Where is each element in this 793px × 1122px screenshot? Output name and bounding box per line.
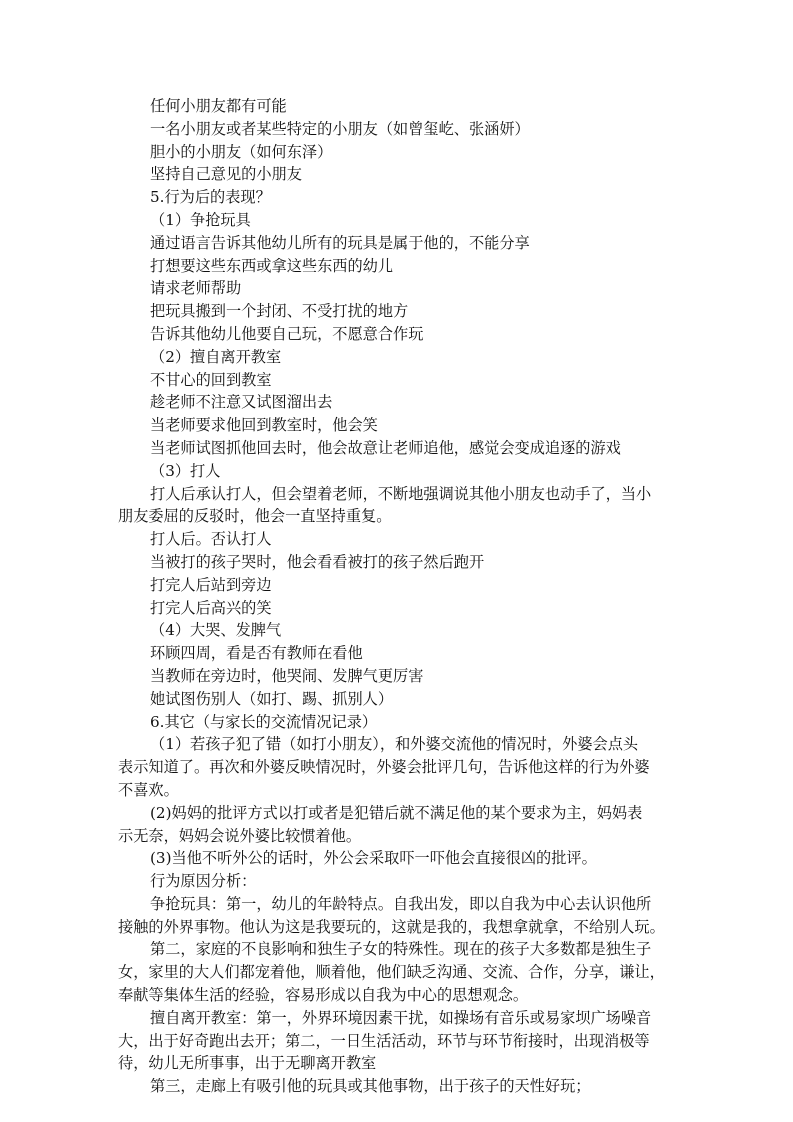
text-line: 她试图伤别人（如打、踢、抓别人） xyxy=(150,689,393,708)
text-line: 把玩具搬到一个封闭、不受打扰的地方 xyxy=(150,302,409,321)
text-line: 打人后。否认打人 xyxy=(150,530,272,549)
text-line: 第二，家庭的不良影响和独生子女的特殊性。现在的孩子大多数都是独生子 xyxy=(150,940,652,959)
text-line: 朋友委屈的反驳时，他会一直坚持重复。 xyxy=(118,507,392,526)
text-line: （3）打人 xyxy=(150,461,221,480)
text-line: （1）若孩子犯了错（如打小朋友），和外婆交流他的情况时，外婆会点头 xyxy=(150,735,639,754)
text-line: 当老师试图抓他回去时，他会故意让老师追他，感觉会变成追逐的游戏 xyxy=(150,438,621,457)
text-line: 打想要这些东西或拿这些东西的幼儿 xyxy=(150,256,393,275)
text-line: 任何小朋友都有可能 xyxy=(150,97,287,115)
text-line: 请求老师帮助 xyxy=(150,279,242,298)
text-line: 不喜欢。 xyxy=(118,780,179,799)
text-line: 当教师在旁边时，他哭闹、发脾气更厉害 xyxy=(150,666,424,685)
text-line: 6.其它（与家长的交流情况记录） xyxy=(150,712,378,731)
text-line: 待，幼儿无所事事，出于无聊离开教室 xyxy=(118,1054,377,1073)
text-line: 打完人后站到旁边 xyxy=(150,575,272,594)
text-line: 擅自离开教室：第一，外界环境因素干扰，如操场有音乐或易家坝广场噪音 xyxy=(150,1008,652,1027)
text-line: (3)当他不听外公的话时，外公会采取吓一吓他会直接很凶的批评。 xyxy=(150,849,597,868)
text-line: (2)妈妈的批评方式以打或者是犯错后就不满足他的某个要求为主，妈妈表 xyxy=(150,803,643,822)
text-line: 当老师要求他回到教室时，他会笑 xyxy=(150,416,378,435)
text-line: 不甘心的回到教室 xyxy=(150,370,272,389)
text-line: 胆小的小朋友（如何东泽） xyxy=(150,142,333,161)
text-line: （4）大哭、发脾气 xyxy=(150,621,282,640)
text-line: 一名小朋友或者某些特定的小朋友（如曾玺屹、张涵妍） xyxy=(150,119,530,138)
text-line: 打人后承认打人，但会望着老师，不断地强调说其他小朋友也动手了，当小 xyxy=(150,484,652,503)
text-line: 大，出于好奇跑出去开；第二，一日生活活动，环节与环节衔接时，出现消极等 xyxy=(118,1031,650,1050)
text-line: 接触的外界事物。他认为这是我要玩的，这就是我的，我想拿就拿，不给别人玩。 xyxy=(118,917,665,936)
text-line: （2）擅自离开教室 xyxy=(150,347,282,366)
text-line: （1）争抢玩具 xyxy=(150,210,251,229)
text-line: 第三，走廊上有吸引他的玩具或其他事物，出于孩子的天性好玩； xyxy=(150,1077,591,1096)
text-line: 趁老师不注意又试图溜出去 xyxy=(150,393,333,412)
text-line: 示无奈，妈妈会说外婆比较惯着他。 xyxy=(118,826,361,845)
text-line: 当被打的孩子哭时，他会看看被打的孩子然后跑开 xyxy=(150,552,485,571)
text-line: 环顾四周，看是否有教师在看他 xyxy=(150,644,363,663)
text-line: 5.行为后的表现？ xyxy=(150,188,271,207)
text-line: 表示知道了。再次和外婆反映情况时，外婆会批评几句，告诉他这样的行为外婆 xyxy=(118,758,650,777)
text-line: 坚持自己意见的小朋友 xyxy=(150,165,302,184)
text-line: 告诉其他幼儿他要自己玩，不愿意合作玩 xyxy=(150,324,424,343)
text-line: 女，家里的大人们都宠着他，顺着他，他们缺乏沟通、交流、合作，分享，谦让， xyxy=(118,963,665,982)
text-line: 通过语言告诉其他幼儿所有的玩具是属于他的，不能分享 xyxy=(150,233,530,252)
text-line: 奉献等集体生活的经验，容易形成以自我为中心的思想观念。 xyxy=(118,986,529,1005)
text-line: 争抢玩具：第一，幼儿的年龄特点。自我出发，即以自我为中心去认识他所 xyxy=(150,894,652,913)
text-line: 打完人后高兴的笑 xyxy=(150,598,272,617)
text-line: 行为原因分析： xyxy=(150,872,257,891)
